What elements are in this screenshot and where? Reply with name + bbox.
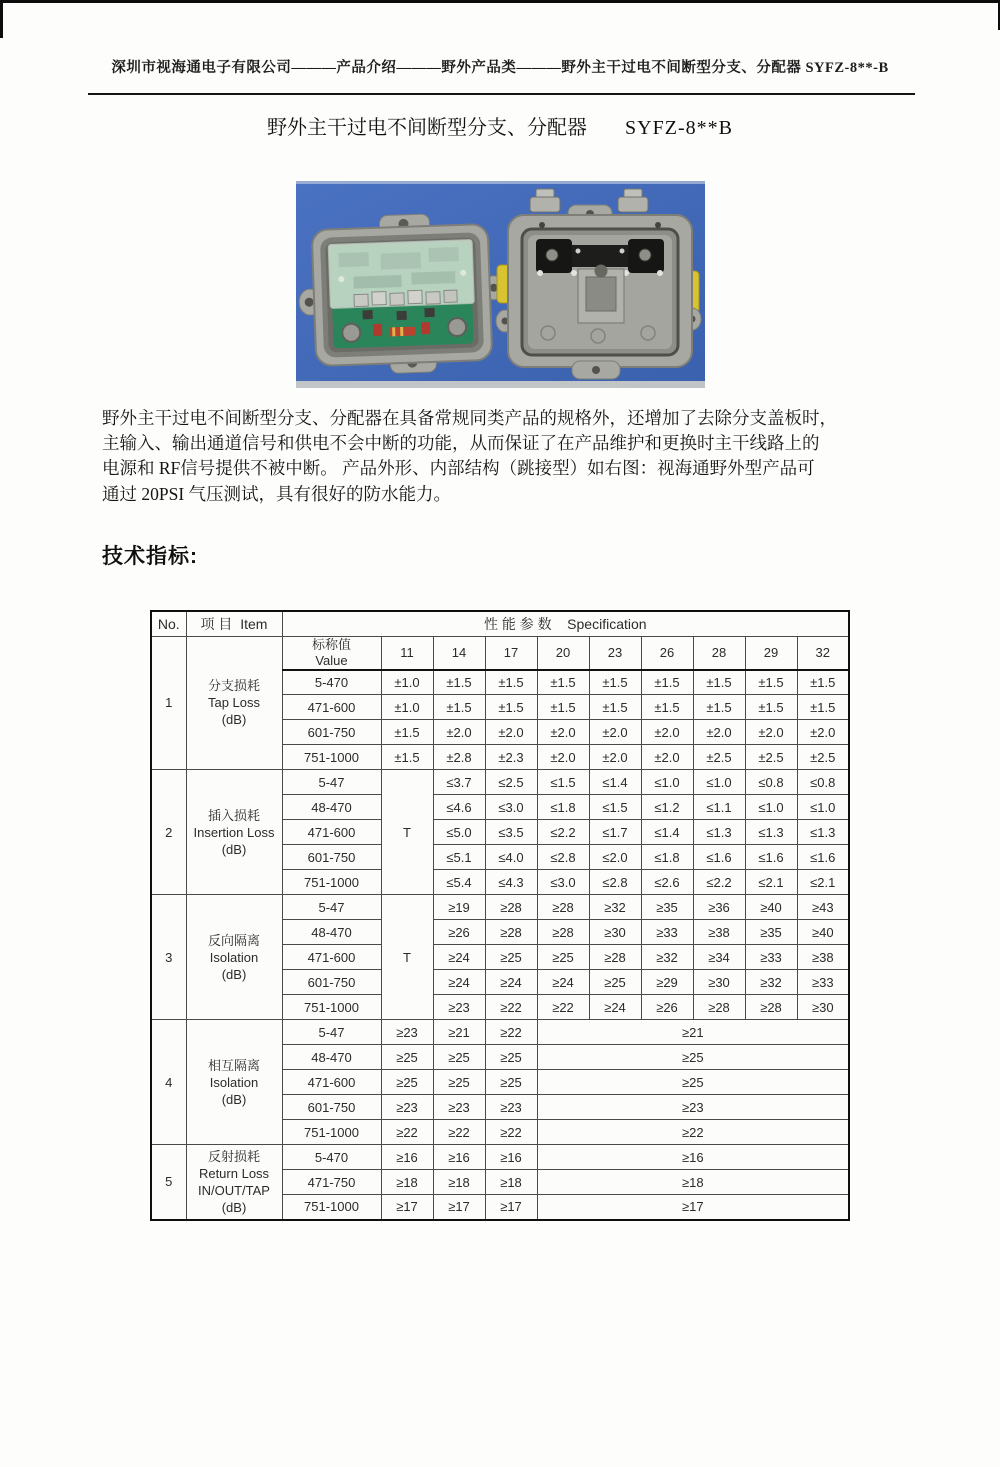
spec-value: ≥25 bbox=[537, 1045, 849, 1070]
spec-value: ≥22 bbox=[485, 1120, 537, 1145]
intro-line: 主输入、输出通道信号和供电不会中断的功能，从而保证了在产品维护和更换时主干线路上的 bbox=[102, 433, 820, 454]
group-item: 反射损耗 Return Loss IN/OUT/TAP (dB) bbox=[186, 1145, 282, 1220]
spec-value: ≥18 bbox=[485, 1170, 537, 1195]
spec-value: ±2.0 bbox=[797, 720, 849, 745]
freq-column-header: 26 bbox=[641, 636, 693, 670]
spec-value: ≤1.5 bbox=[537, 770, 589, 795]
spec-value: T bbox=[381, 770, 433, 895]
spec-value: ≤0.8 bbox=[797, 770, 849, 795]
spec-value: ≤1.3 bbox=[797, 820, 849, 845]
spec-value: ±2.0 bbox=[589, 720, 641, 745]
spec-value: ≥28 bbox=[745, 995, 797, 1020]
spec-value: ±2.0 bbox=[693, 720, 745, 745]
spec-value: ±1.5 bbox=[537, 695, 589, 720]
spec-value: ±2.8 bbox=[433, 745, 485, 770]
spec-value: ≥24 bbox=[433, 970, 485, 995]
freq-range: 471-600 bbox=[282, 945, 381, 970]
spec-table-wrap bbox=[150, 610, 850, 1221]
spec-value: ±1.5 bbox=[433, 670, 485, 695]
spec-value: ±1.5 bbox=[797, 670, 849, 695]
spec-value: ±2.0 bbox=[485, 720, 537, 745]
spec-value: ≥40 bbox=[797, 920, 849, 945]
spec-value: ≤1.3 bbox=[693, 820, 745, 845]
spec-value: ≤4.3 bbox=[485, 870, 537, 895]
freq-range: 471-750 bbox=[282, 1170, 381, 1195]
freq-range: 751-1000 bbox=[282, 995, 381, 1020]
spec-value: ≥29 bbox=[641, 970, 693, 995]
spec-value: ≥25 bbox=[485, 945, 537, 970]
spec-value: ≥16 bbox=[485, 1145, 537, 1170]
spec-value: ≥23 bbox=[485, 1095, 537, 1120]
spec-value: ≥23 bbox=[433, 1095, 485, 1120]
page-title-model: SYFZ-8**B bbox=[625, 117, 733, 139]
group-no: 3 bbox=[151, 895, 186, 1020]
freq-column-header: 23 bbox=[589, 636, 641, 670]
freq-column-header: 14 bbox=[433, 636, 485, 670]
freq-range: 5-47 bbox=[282, 770, 381, 795]
spec-value: ≥17 bbox=[485, 1195, 537, 1220]
page-title-cn: 野外主干过电不间断型分支、分配器 bbox=[267, 117, 588, 139]
intro-line: 野外主干过电不间断型分支、分配器在具备常规同类产品的规格外，还增加了去除分支盖板时， bbox=[102, 408, 837, 428]
spec-value: ≤0.8 bbox=[745, 770, 797, 795]
spec-value: ±1.5 bbox=[381, 745, 433, 770]
spec-value: ≥25 bbox=[589, 970, 641, 995]
spec-value: ≥24 bbox=[485, 970, 537, 995]
spec-value: ≥24 bbox=[537, 970, 589, 995]
spec-value: ≥32 bbox=[745, 970, 797, 995]
spec-value: ≤2.8 bbox=[537, 845, 589, 870]
freq-range: 5-470 bbox=[282, 1145, 381, 1170]
spec-table bbox=[150, 610, 850, 1221]
spec-value: ±1.5 bbox=[745, 670, 797, 695]
spec-value: ≥25 bbox=[485, 1070, 537, 1095]
spec-value: ≤1.6 bbox=[693, 845, 745, 870]
spec-value: ≤2.2 bbox=[537, 820, 589, 845]
freq-range: 751-1000 bbox=[282, 745, 381, 770]
spec-value: ≥23 bbox=[381, 1095, 433, 1120]
spec-value: ≤1.0 bbox=[693, 770, 745, 795]
table-header-spec: 性 能 参 数 Specification bbox=[282, 611, 849, 636]
spec-value: ≥16 bbox=[433, 1145, 485, 1170]
spec-value: ≤5.0 bbox=[433, 820, 485, 845]
spec-value: ≤1.5 bbox=[589, 795, 641, 820]
spec-value: ≤3.0 bbox=[485, 795, 537, 820]
freq-column-header: 17 bbox=[485, 636, 537, 670]
spec-value: ≥24 bbox=[433, 945, 485, 970]
spec-value: ±1.5 bbox=[797, 695, 849, 720]
scan-edge-top bbox=[0, 0, 1000, 3]
page-title bbox=[0, 111, 1000, 140]
group-item: 反向隔离 Isolation (dB) bbox=[186, 895, 282, 1020]
freq-range: 751-1000 bbox=[282, 1120, 381, 1145]
running-header: 深圳市视海通电子有限公司———产品介绍———野外产品类———野外主干过电不间断型分支、分配器 SYFZ-8**-B bbox=[111, 60, 889, 76]
spec-value: ≥30 bbox=[797, 995, 849, 1020]
spec-value: ≤1.8 bbox=[641, 845, 693, 870]
freq-column-header: 29 bbox=[745, 636, 797, 670]
spec-value: ≥22 bbox=[381, 1120, 433, 1145]
spec-value: ±2.0 bbox=[641, 745, 693, 770]
spec-value: ≥22 bbox=[537, 1120, 849, 1145]
spec-value: ±2.0 bbox=[641, 720, 693, 745]
spec-value: ≥25 bbox=[381, 1045, 433, 1070]
spec-value: ≥18 bbox=[537, 1170, 849, 1195]
spec-value: ≥28 bbox=[537, 920, 589, 945]
spec-value: ≤1.2 bbox=[641, 795, 693, 820]
spec-value: ≥25 bbox=[485, 1045, 537, 1070]
group-no: 1 bbox=[151, 636, 186, 770]
spec-value: ≤4.0 bbox=[485, 845, 537, 870]
freq-range: 601-750 bbox=[282, 720, 381, 745]
spec-value: ±1.5 bbox=[381, 720, 433, 745]
spec-value: ±2.0 bbox=[589, 745, 641, 770]
product-photo bbox=[296, 181, 705, 388]
spec-value: ±1.5 bbox=[485, 670, 537, 695]
spec-value: ≥18 bbox=[433, 1170, 485, 1195]
spec-value: ≤5.1 bbox=[433, 845, 485, 870]
spec-value: ≤1.0 bbox=[641, 770, 693, 795]
freq-range: 48-470 bbox=[282, 795, 381, 820]
spec-value: ±2.0 bbox=[433, 720, 485, 745]
spec-value: ≥25 bbox=[433, 1045, 485, 1070]
spec-value: ≤1.7 bbox=[589, 820, 641, 845]
intro-line: 通过 20PSI 气压测试，具有很好的防水能力。 bbox=[102, 483, 452, 504]
spec-value: ±1.5 bbox=[641, 670, 693, 695]
table-header-item: 项 目 Item bbox=[186, 611, 282, 636]
spec-value: ±1.5 bbox=[641, 695, 693, 720]
freq-column-header: 11 bbox=[381, 636, 433, 670]
spec-value: ±1.5 bbox=[589, 670, 641, 695]
spec-value: ≥18 bbox=[381, 1170, 433, 1195]
spec-value: ≥19 bbox=[433, 895, 485, 920]
freq-range: 5-47 bbox=[282, 895, 381, 920]
spec-value: ≥22 bbox=[485, 1020, 537, 1045]
spec-value: ≥23 bbox=[537, 1095, 849, 1120]
group-item: 分支损耗 Tap Loss (dB) bbox=[186, 636, 282, 770]
spec-value: ≥32 bbox=[641, 945, 693, 970]
spec-value: ≥25 bbox=[381, 1070, 433, 1095]
freq-column-header: 20 bbox=[537, 636, 589, 670]
spec-value: ≥17 bbox=[381, 1195, 433, 1220]
spec-value: ≥23 bbox=[433, 995, 485, 1020]
spec-value: ≥16 bbox=[381, 1145, 433, 1170]
spec-value: ±1.5 bbox=[537, 670, 589, 695]
spec-value: ≥17 bbox=[433, 1195, 485, 1220]
group-item: 相互隔离 Isolation (dB) bbox=[186, 1020, 282, 1145]
freq-range: 5-47 bbox=[282, 1020, 381, 1045]
spec-value: ≤2.5 bbox=[485, 770, 537, 795]
spec-value: ≤1.6 bbox=[745, 845, 797, 870]
group-item: 插入损耗 Insertion Loss (dB) bbox=[186, 770, 282, 895]
spec-value: ≤1.8 bbox=[537, 795, 589, 820]
spec-value: ≥22 bbox=[433, 1120, 485, 1145]
spec-value: ≥35 bbox=[745, 920, 797, 945]
spec-value: ≥32 bbox=[589, 895, 641, 920]
spec-value: ≤1.4 bbox=[641, 820, 693, 845]
spec-value: ≥36 bbox=[693, 895, 745, 920]
spec-value: ≤2.1 bbox=[745, 870, 797, 895]
spec-value: ≥25 bbox=[537, 945, 589, 970]
spec-value: ≥33 bbox=[797, 970, 849, 995]
spec-value: ±1.5 bbox=[589, 695, 641, 720]
spec-value: ≤1.6 bbox=[797, 845, 849, 870]
spec-value: ≤1.1 bbox=[693, 795, 745, 820]
spec-value: ±2.5 bbox=[693, 745, 745, 770]
spec-value: ≥22 bbox=[485, 995, 537, 1020]
freq-range: 601-750 bbox=[282, 970, 381, 995]
intro-line: 电源和 RF信号提供不被中断。 产品外形、内部结构（跳接型）如右图：视海通野外型产品可 bbox=[102, 458, 815, 479]
freq-column-header: 28 bbox=[693, 636, 745, 670]
freq-range: 5-470 bbox=[282, 670, 381, 695]
spec-value: ≤4.6 bbox=[433, 795, 485, 820]
spec-value: ≥16 bbox=[537, 1145, 849, 1170]
spec-value: ±1.0 bbox=[381, 695, 433, 720]
freq-range: 601-750 bbox=[282, 845, 381, 870]
freq-range: 48-470 bbox=[282, 1045, 381, 1070]
spec-value: ±1.5 bbox=[485, 695, 537, 720]
spec-value: ≥21 bbox=[537, 1020, 849, 1045]
spec-value: ≤3.0 bbox=[537, 870, 589, 895]
spec-value: ≥17 bbox=[537, 1195, 849, 1220]
spec-value: ±2.0 bbox=[537, 720, 589, 745]
group-no: 5 bbox=[151, 1145, 186, 1220]
freq-column-header: 32 bbox=[797, 636, 849, 670]
freq-range: 471-600 bbox=[282, 1070, 381, 1095]
intro-paragraph bbox=[102, 406, 918, 507]
spec-value: ≥28 bbox=[589, 945, 641, 970]
spec-value: ≥35 bbox=[641, 895, 693, 920]
spec-value: ≤2.2 bbox=[693, 870, 745, 895]
spec-value: ≥24 bbox=[589, 995, 641, 1020]
spec-value: ≤2.6 bbox=[641, 870, 693, 895]
spec-value: ±2.0 bbox=[745, 720, 797, 745]
spec-value: ±1.5 bbox=[745, 695, 797, 720]
spec-value: ≥25 bbox=[433, 1070, 485, 1095]
spec-value: ≥21 bbox=[433, 1020, 485, 1045]
table-header-no: No. bbox=[151, 611, 186, 636]
group-no: 4 bbox=[151, 1020, 186, 1145]
spec-value: ≤1.3 bbox=[745, 820, 797, 845]
scan-edge-left bbox=[0, 0, 3, 38]
value-column-header: 标称值 Value bbox=[282, 636, 381, 670]
spec-value: ±1.5 bbox=[693, 670, 745, 695]
spec-value: ±2.0 bbox=[537, 745, 589, 770]
freq-range: 471-600 bbox=[282, 820, 381, 845]
spec-value: ≤2.1 bbox=[797, 870, 849, 895]
spec-value: ≤2.0 bbox=[589, 845, 641, 870]
spec-value: ≥33 bbox=[745, 945, 797, 970]
spec-value: ≤3.5 bbox=[485, 820, 537, 845]
spec-value: ≥28 bbox=[485, 895, 537, 920]
spec-value: ≥34 bbox=[693, 945, 745, 970]
spec-value: ≥26 bbox=[641, 995, 693, 1020]
spec-value: ≥30 bbox=[589, 920, 641, 945]
spec-value: ±1.5 bbox=[693, 695, 745, 720]
left-housing-open bbox=[296, 211, 506, 376]
spec-value: ±1.5 bbox=[433, 695, 485, 720]
spec-value: ≤5.4 bbox=[433, 870, 485, 895]
spec-value: ≥28 bbox=[537, 895, 589, 920]
spec-value: ≥38 bbox=[797, 945, 849, 970]
freq-range: 471-600 bbox=[282, 695, 381, 720]
spec-value: ±2.5 bbox=[797, 745, 849, 770]
spec-value: ≥23 bbox=[381, 1020, 433, 1045]
spec-value: ±2.5 bbox=[745, 745, 797, 770]
right-housing-cover bbox=[496, 189, 701, 379]
spec-value: ≥40 bbox=[745, 895, 797, 920]
spec-value: ≤1.4 bbox=[589, 770, 641, 795]
freq-range: 601-750 bbox=[282, 1095, 381, 1120]
spec-value: ≥43 bbox=[797, 895, 849, 920]
spec-value: ≥28 bbox=[693, 995, 745, 1020]
spec-value: ≤2.8 bbox=[589, 870, 641, 895]
spec-value: ≥25 bbox=[537, 1070, 849, 1095]
spec-value: ±1.0 bbox=[381, 670, 433, 695]
spec-value: ≥33 bbox=[641, 920, 693, 945]
spec-value: ≤3.7 bbox=[433, 770, 485, 795]
spec-value: ≥38 bbox=[693, 920, 745, 945]
section-heading-specs: 技术指标: bbox=[102, 545, 198, 568]
header-rule bbox=[88, 93, 915, 95]
spec-value: ≥30 bbox=[693, 970, 745, 995]
spec-value: ≥22 bbox=[537, 995, 589, 1020]
spec-value: T bbox=[381, 895, 433, 1020]
freq-range: 48-470 bbox=[282, 920, 381, 945]
freq-range: 751-1000 bbox=[282, 1195, 381, 1220]
spec-value: ≥28 bbox=[485, 920, 537, 945]
spec-value: ≤1.0 bbox=[745, 795, 797, 820]
spec-value: ≥26 bbox=[433, 920, 485, 945]
spec-value: ±2.3 bbox=[485, 745, 537, 770]
spec-value: ≤1.0 bbox=[797, 795, 849, 820]
freq-range: 751-1000 bbox=[282, 870, 381, 895]
group-no: 2 bbox=[151, 770, 186, 895]
